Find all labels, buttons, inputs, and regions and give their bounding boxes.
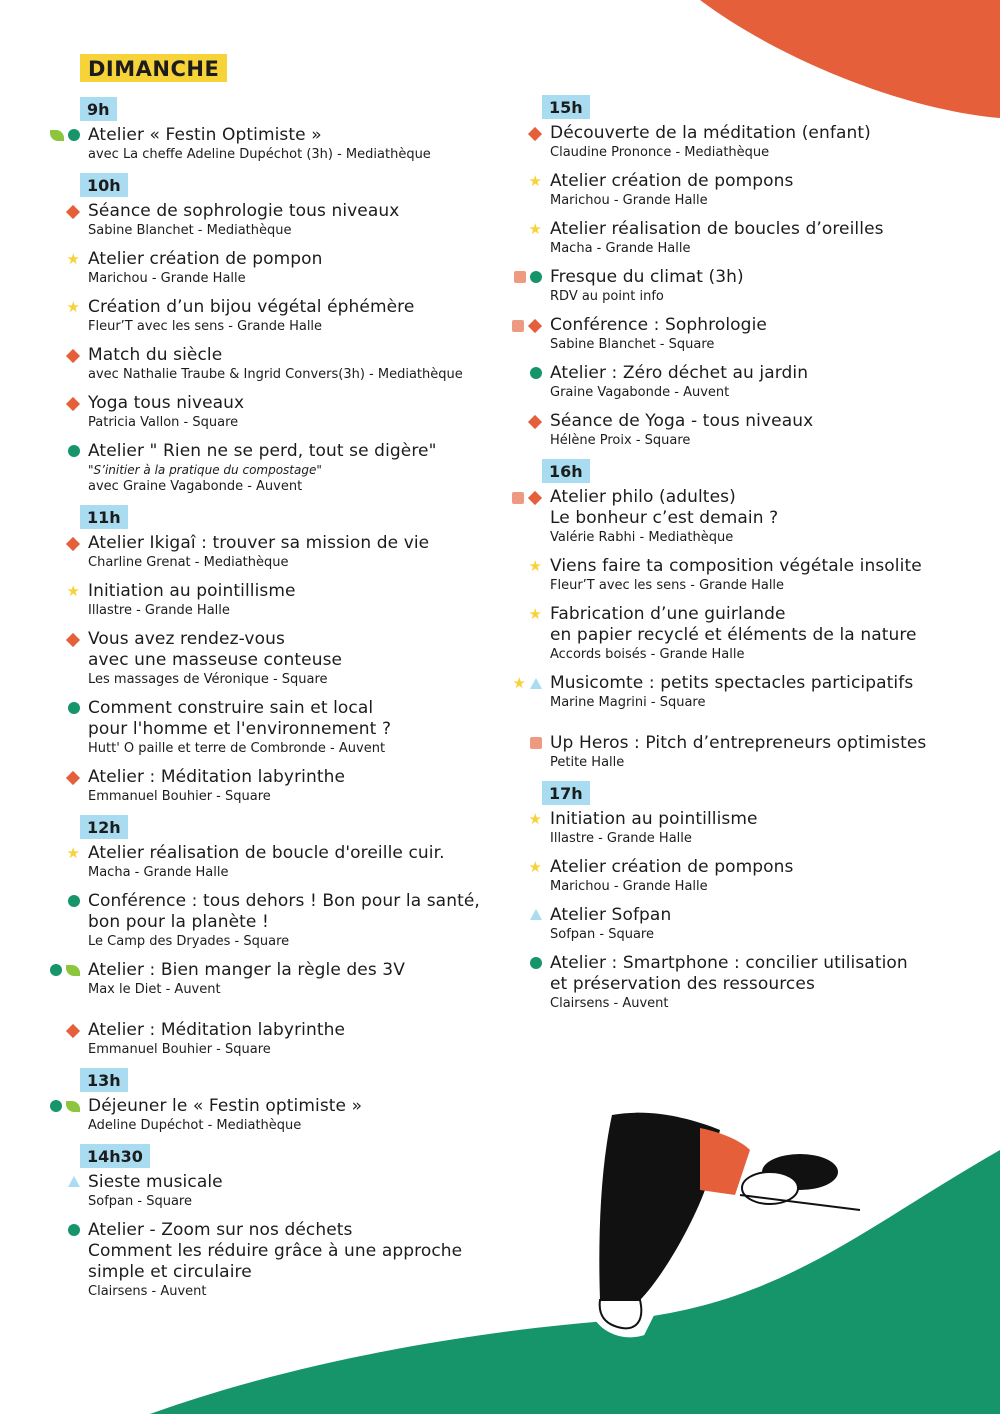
event-host-location: Marichou - Grande Halle: [550, 879, 708, 894]
event-host-location: Marichou - Grande Halle: [550, 193, 708, 208]
event-host-location: Hélène Proix - Square: [550, 433, 691, 448]
diamond-icon: [66, 771, 80, 785]
event-icons: [50, 964, 80, 976]
event-item: [0, 698, 500, 757]
event-item: [460, 219, 1000, 257]
event-icons: [66, 633, 80, 647]
event-icons: [528, 557, 542, 575]
event-icons: [50, 129, 80, 141]
circle-icon: [50, 1100, 62, 1112]
hour-block: [0, 173, 500, 495]
event-item: [460, 905, 1000, 943]
event-icons: [68, 702, 80, 714]
event-title: Viens faire ta composition végétale insolite: [550, 556, 922, 576]
event-icons: [66, 205, 80, 219]
event-item: [0, 581, 500, 619]
event-item: [0, 767, 500, 805]
event-title: Atelier : Smartphone : concilier utilisation: [550, 953, 908, 973]
star-icon: ★: [528, 172, 542, 190]
event-host-location: Claudine Prononce - Mediathèque: [550, 145, 770, 160]
hour-block: [0, 1068, 500, 1134]
event-title: Séance de sophrologie tous niveaux: [88, 201, 400, 221]
circle-icon: [68, 895, 80, 907]
event-item: [0, 843, 500, 881]
event-title: Atelier création de pompon: [88, 249, 323, 269]
hour-label: 17h: [542, 781, 590, 805]
diamond-icon: [528, 415, 542, 429]
event-title-line: Comment les réduire grâce à une approche: [88, 1241, 463, 1261]
schedule-column-left: [0, 97, 500, 1310]
event-title: Fresque du climat (3h): [550, 267, 744, 287]
event-icons: [514, 271, 542, 283]
event-host-location: Clairsens - Auvent: [550, 996, 669, 1011]
event-title: Atelier création de pompons: [550, 857, 794, 877]
diamond-icon: [66, 633, 80, 647]
event-title: Déjeuner le « Festin optimiste »: [88, 1096, 363, 1116]
event-title: Conférence : Sophrologie: [550, 315, 767, 335]
event-icons: [66, 844, 80, 862]
event-icons: [530, 367, 542, 379]
event-item: [460, 123, 1000, 161]
event-item: [460, 556, 1000, 594]
hour-block: [0, 1144, 500, 1300]
event-icons: [530, 737, 542, 749]
star-icon: ★: [66, 250, 80, 268]
event-icons: [66, 537, 80, 551]
event-title-line: en papier recyclé et éléments de la nature: [550, 625, 917, 645]
event-host-location: Le Camp des Dryades - Square: [88, 934, 290, 949]
event-title: Découverte de la méditation (enfant): [550, 123, 871, 143]
event-title: Atelier : Bien manger la règle des 3V: [88, 960, 405, 980]
star-icon: ★: [528, 557, 542, 575]
event-title: Fabrication d’une guirlande: [550, 604, 786, 624]
event-item: [0, 960, 500, 998]
hour-block: [460, 459, 1000, 771]
event-icons: [66, 582, 80, 600]
circle-icon: [530, 367, 542, 379]
square-icon: [512, 492, 524, 504]
event-item: [460, 953, 1000, 1012]
event-host-location: Hutt' O paille et terre de Combronde - Auvent: [88, 741, 386, 756]
hour-block: [0, 815, 500, 1058]
event-title: Création d’un bijou végétal éphémère: [88, 297, 415, 317]
event-icons: [528, 220, 542, 238]
event-title-line: pour l'homme et l'environnement ?: [88, 719, 392, 739]
event-item: [0, 1096, 500, 1134]
event-host-location: Illastre - Grande Halle: [88, 603, 230, 618]
hour-block: [0, 97, 500, 163]
triangle-icon: [530, 909, 542, 920]
event-item: [0, 1172, 500, 1210]
event-host-location: Max le Diet - Auvent: [88, 982, 221, 997]
star-icon: ★: [512, 674, 526, 692]
hour-block: [460, 781, 1000, 1012]
schedule-column-right: [460, 95, 1000, 1022]
event-title: Sieste musicale: [88, 1172, 223, 1192]
event-icons: [66, 771, 80, 785]
circle-icon: [530, 271, 542, 283]
circle-icon: [68, 445, 80, 457]
square-icon: [512, 320, 524, 332]
diamond-icon: [528, 491, 542, 505]
event-icons: [528, 810, 542, 828]
square-icon: [514, 271, 526, 283]
hour-label: 16h: [542, 459, 590, 483]
event-title: Musicomte : petits spectacles participatifs: [550, 673, 914, 693]
event-title: Atelier Ikigaî : trouver sa mission de vie: [88, 533, 430, 553]
event-title: Atelier réalisation de boucles d’oreilles: [550, 219, 884, 239]
event-host-location: RDV au point info: [550, 289, 664, 304]
event-host-location: Macha - Grande Halle: [550, 241, 691, 256]
hour-label: 15h: [542, 95, 590, 119]
event-host-location: Emmanuel Bouhier - Square: [88, 789, 271, 804]
event-item: [460, 411, 1000, 449]
event-title: Atelier " Rien ne se perd, tout se digère": [88, 441, 437, 461]
event-icons: [528, 127, 542, 141]
hour-block: [460, 95, 1000, 449]
event-title: Comment construire sain et local: [88, 698, 374, 718]
circle-icon: [530, 957, 542, 969]
event-icons: [528, 415, 542, 429]
event-item: [0, 125, 500, 163]
event-host-location: Les massages de Véronique - Square: [88, 672, 328, 687]
event-host-location: Patricia Vallon - Square: [88, 415, 239, 430]
circle-icon: [68, 129, 80, 141]
event-host-location: avec Graine Vagabonde - Auvent: [88, 479, 303, 494]
hour-label: 11h: [80, 505, 128, 529]
event-host-location: Fleur’T avec les sens - Grande Halle: [88, 319, 323, 334]
diamond-icon: [66, 397, 80, 411]
leaf-icon: [50, 130, 64, 141]
event-host-location: Graine Vagabonde - Auvent: [550, 385, 730, 400]
circle-icon: [68, 702, 80, 714]
diamond-icon: [66, 537, 80, 551]
hour-label: 12h: [80, 815, 128, 839]
event-host-location: Illastre - Grande Halle: [550, 831, 692, 846]
event-item: [460, 809, 1000, 847]
event-host-location: Marine Magrini - Square: [550, 695, 706, 710]
event-host-location: avec Nathalie Traube & Ingrid Convers(3h) - Mediathèque: [88, 367, 463, 382]
event-title: Séance de Yoga - tous niveaux: [550, 411, 814, 431]
event-host-location: Sabine Blanchet - Square: [550, 337, 715, 352]
event-item: [0, 533, 500, 571]
event-host-location: Fleur’T avec les sens - Grande Halle: [550, 578, 785, 593]
event-icons: [68, 1176, 80, 1187]
event-title: Vous avez rendez-vous: [88, 629, 285, 649]
star-icon: ★: [66, 582, 80, 600]
diamond-icon: [66, 349, 80, 363]
event-icons: [512, 491, 542, 505]
diamond-icon: [528, 127, 542, 141]
event-icons: [66, 397, 80, 411]
star-icon: ★: [528, 220, 542, 238]
leaf-icon: [66, 1101, 80, 1112]
event-title: Atelier : Méditation labyrinthe: [88, 767, 346, 787]
event-host-location: Marichou - Grande Halle: [88, 271, 246, 286]
event-icons: [512, 674, 542, 692]
event-host-location: Sofpan - Square: [550, 927, 654, 942]
spacer: [460, 721, 1000, 733]
event-icons: [528, 605, 542, 623]
event-item: [0, 249, 500, 287]
event-item: [460, 363, 1000, 401]
event-host-location: Macha - Grande Halle: [88, 865, 229, 880]
event-item: [460, 315, 1000, 353]
spacer: [0, 1008, 500, 1020]
event-item: [460, 673, 1000, 711]
event-title: Conférence : tous dehors ! Bon pour la santé,: [88, 891, 480, 911]
event-title: Up Heros : Pitch d’entrepreneurs optimistes: [550, 733, 927, 753]
hour-label: 14h30: [80, 1144, 150, 1168]
event-host-location: Valérie Rabhi - Mediathèque: [550, 530, 734, 545]
event-title-line: simple et circulaire: [88, 1262, 252, 1282]
diamond-icon: [66, 1024, 80, 1038]
triangle-icon: [68, 1176, 80, 1187]
event-host-location: Clairsens - Auvent: [88, 1284, 207, 1299]
event-host-location: Sofpan - Square: [88, 1194, 192, 1209]
event-title: Atelier : Méditation labyrinthe: [88, 1020, 346, 1040]
hour-block: [0, 505, 500, 805]
event-title: Atelier « Festin Optimiste »: [88, 125, 322, 145]
event-host-location: Charline Grenat - Mediathèque: [88, 555, 289, 570]
event-icons: [512, 319, 542, 333]
diamond-icon: [66, 205, 80, 219]
event-host-location: Emmanuel Bouhier - Square: [88, 1042, 271, 1057]
circle-icon: [68, 1224, 80, 1236]
hour-label: 9h: [80, 97, 117, 121]
event-item: [0, 345, 500, 383]
event-host-location: Sabine Blanchet - Mediathèque: [88, 223, 292, 238]
event-title-line: avec une masseuse conteuse: [88, 650, 343, 670]
event-title: Initiation au pointillisme: [550, 809, 758, 829]
star-icon: ★: [528, 605, 542, 623]
event-icons: [528, 858, 542, 876]
event-item: [460, 171, 1000, 209]
event-title: Atelier Sofpan: [550, 905, 672, 925]
event-icons: [66, 349, 80, 363]
event-item: [0, 201, 500, 239]
event-note: "S’initier à la pratique du compostage": [88, 463, 322, 477]
event-host-location: avec La cheffe Adeline Dupéchot (3h) - Mediathèque: [88, 147, 431, 162]
event-host-location: Petite Halle: [550, 755, 625, 770]
event-item: [0, 393, 500, 431]
triangle-icon: [530, 678, 542, 689]
event-item: [460, 604, 1000, 663]
event-title: Atelier réalisation de boucle d'oreille cuir.: [88, 843, 445, 863]
event-item: [0, 297, 500, 335]
circle-icon: [50, 964, 62, 976]
event-item: [460, 733, 1000, 771]
event-item: [460, 267, 1000, 305]
star-icon: ★: [66, 844, 80, 862]
leaf-icon: [66, 965, 80, 976]
event-icons: [66, 1024, 80, 1038]
event-icons: [66, 250, 80, 268]
event-host-location: Adeline Dupéchot - Mediathèque: [88, 1118, 302, 1133]
event-icons: [68, 1224, 80, 1236]
event-icons: [68, 895, 80, 907]
event-title: Initiation au pointillisme: [88, 581, 296, 601]
event-item: [0, 1020, 500, 1058]
event-icons: [66, 298, 80, 316]
day-title: DIMANCHE: [80, 54, 227, 82]
event-title: Atelier philo (adultes): [550, 487, 736, 507]
event-title-line: bon pour la planète !: [88, 912, 269, 932]
hour-label: 10h: [80, 173, 128, 197]
event-item: [0, 891, 500, 950]
event-icons: [530, 957, 542, 969]
event-item: [0, 629, 500, 688]
event-host-location: Accords boisés - Grande Halle: [550, 647, 745, 662]
diamond-icon: [528, 319, 542, 333]
event-item: [460, 487, 1000, 546]
event-icons: [50, 1100, 80, 1112]
event-title: Match du siècle: [88, 345, 223, 365]
event-title: Atelier - Zoom sur nos déchets: [88, 1220, 353, 1240]
event-title-line: Le bonheur c’est demain ?: [550, 508, 779, 528]
hour-label: 13h: [80, 1068, 128, 1092]
event-title: Yoga tous niveaux: [88, 393, 245, 413]
event-item: [0, 441, 500, 495]
event-icons: [68, 445, 80, 457]
star-icon: ★: [528, 810, 542, 828]
event-item: [0, 1220, 500, 1300]
event-icons: [530, 909, 542, 920]
event-title: Atelier création de pompons: [550, 171, 794, 191]
star-icon: ★: [528, 858, 542, 876]
event-icons: [528, 172, 542, 190]
event-title-line: et préservation des ressources: [550, 974, 815, 994]
event-title: Atelier : Zéro déchet au jardin: [550, 363, 809, 383]
event-item: [460, 857, 1000, 895]
star-icon: ★: [66, 298, 80, 316]
square-icon: [530, 737, 542, 749]
